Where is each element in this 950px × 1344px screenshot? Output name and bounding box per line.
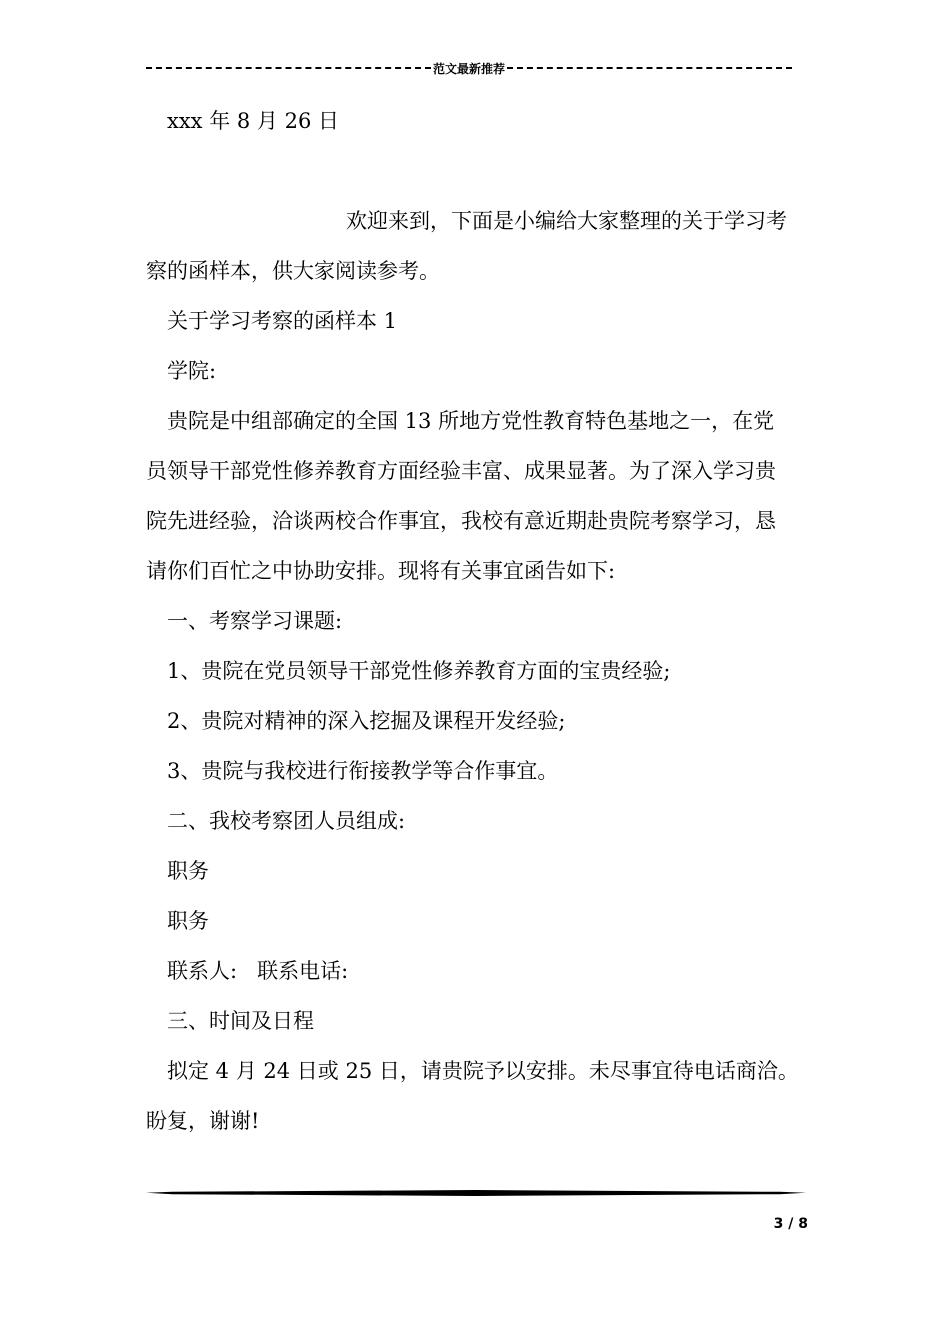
duty-line-1: 职务 <box>167 859 209 883</box>
list-item-2: 2、贵院对精神的深入挖掘及课程开发经验; <box>167 709 566 733</box>
page-number: 3 / 8 <box>773 1216 808 1232</box>
section-1-heading: 一、考察学习课题: <box>167 609 343 633</box>
closing-line: 盼复，谢谢! <box>146 1109 260 1133</box>
header-title: 范文最新推荐 <box>433 61 506 76</box>
header-dashes-right <box>507 67 792 69</box>
contact-line: 联系人: 联系电话: <box>167 959 349 983</box>
schedule-line: 拟定 4 月 24 日或 25 日，请贵院予以安排。未尽事宜待电话商洽。 <box>167 1059 799 1083</box>
list-item-3: 3、贵院与我校进行衔接教学等合作事宜。 <box>167 759 559 783</box>
intro-line-2: 察的函样本，供大家阅读参考。 <box>146 259 440 283</box>
duty-line-2: 职务 <box>167 909 209 933</box>
page-header <box>146 58 792 78</box>
paragraph-1-line-3: 院先进经验，洽谈两校合作事宜，我校有意近期赴贵院考察学习，恳 <box>146 509 776 533</box>
document-body <box>146 96 810 1146</box>
footer-divider <box>146 1190 806 1196</box>
section-3-heading: 三、时间及日程 <box>167 1009 314 1033</box>
paragraph-1-line-2: 员领导干部党性修养教育方面经验丰富、成果显著。为了深入学习贵 <box>146 459 776 483</box>
paragraph-1-line-1: 贵院是中组部确定的全国 13 所地方党性教育特色基地之一，在党 <box>167 409 775 433</box>
spacer <box>146 146 810 196</box>
date-line: xxx 年 8 月 26 日 <box>167 109 339 133</box>
list-item-1: 1、贵院在党员领导干部党性修养教育方面的宝贵经验; <box>167 659 671 683</box>
header-dashes-left <box>146 67 431 69</box>
sample-title: 关于学习考察的函样本 1 <box>167 309 398 333</box>
section-2-heading: 二、我校考察团人员组成: <box>167 809 406 833</box>
intro-line-1: 欢迎来到，下面是小编给大家整理的关于学习考 <box>346 209 787 233</box>
paragraph-1-line-4: 请你们百忙之中协助安排。现将有关事宜函告如下: <box>146 559 616 583</box>
salutation: 学院: <box>167 359 217 383</box>
